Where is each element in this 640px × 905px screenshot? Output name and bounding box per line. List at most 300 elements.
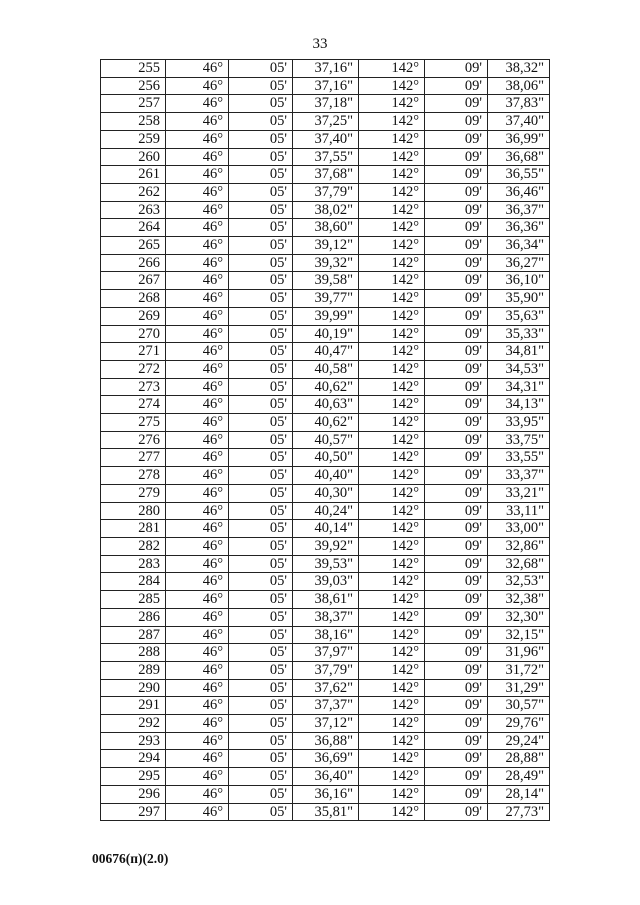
longitude-minutes-cell: 09'	[425, 785, 488, 803]
longitude-degrees-cell: 142°	[359, 254, 425, 272]
longitude-seconds-cell: 32,38"	[488, 591, 550, 609]
latitude-minutes-cell: 05'	[229, 396, 293, 414]
latitude-seconds-cell: 39,03"	[293, 573, 359, 591]
latitude-seconds-cell: 37,40"	[293, 130, 359, 148]
longitude-degrees-cell: 142°	[359, 183, 425, 201]
latitude-seconds-cell: 38,37"	[293, 608, 359, 626]
point-number-cell: 275	[101, 414, 166, 432]
latitude-degrees-cell: 46°	[166, 290, 229, 308]
longitude-seconds-cell: 29,76"	[488, 715, 550, 733]
point-number-cell: 287	[101, 626, 166, 644]
latitude-degrees-cell: 46°	[166, 360, 229, 378]
latitude-minutes-cell: 05'	[229, 77, 293, 95]
longitude-degrees-cell: 142°	[359, 679, 425, 697]
point-number-cell: 272	[101, 360, 166, 378]
longitude-seconds-cell: 32,53"	[488, 573, 550, 591]
latitude-minutes-cell: 05'	[229, 60, 293, 78]
point-number-cell: 294	[101, 750, 166, 768]
table-row	[101, 626, 550, 644]
latitude-degrees-cell: 46°	[166, 661, 229, 679]
latitude-minutes-cell: 05'	[229, 166, 293, 184]
latitude-minutes-cell: 05'	[229, 254, 293, 272]
latitude-degrees-cell: 46°	[166, 60, 229, 78]
point-number-cell: 291	[101, 697, 166, 715]
latitude-seconds-cell: 37,79"	[293, 661, 359, 679]
longitude-degrees-cell: 142°	[359, 803, 425, 821]
longitude-degrees-cell: 142°	[359, 520, 425, 538]
longitude-minutes-cell: 09'	[425, 467, 488, 485]
longitude-degrees-cell: 142°	[359, 396, 425, 414]
point-number-cell: 268	[101, 290, 166, 308]
longitude-minutes-cell: 09'	[425, 644, 488, 662]
coordinates-table-body	[101, 60, 550, 821]
longitude-seconds-cell: 27,73"	[488, 803, 550, 821]
point-number-cell: 269	[101, 307, 166, 325]
latitude-degrees-cell: 46°	[166, 237, 229, 255]
longitude-degrees-cell: 142°	[359, 378, 425, 396]
latitude-degrees-cell: 46°	[166, 449, 229, 467]
latitude-degrees-cell: 46°	[166, 307, 229, 325]
latitude-degrees-cell: 46°	[166, 414, 229, 432]
longitude-degrees-cell: 142°	[359, 608, 425, 626]
point-number-cell: 261	[101, 166, 166, 184]
latitude-seconds-cell: 40,47"	[293, 343, 359, 361]
longitude-degrees-cell: 142°	[359, 113, 425, 131]
table-row	[101, 95, 550, 113]
longitude-seconds-cell: 36,99"	[488, 130, 550, 148]
table-row	[101, 237, 550, 255]
table-row	[101, 396, 550, 414]
latitude-seconds-cell: 37,68"	[293, 166, 359, 184]
latitude-seconds-cell: 40,58"	[293, 360, 359, 378]
longitude-minutes-cell: 09'	[425, 254, 488, 272]
point-number-cell: 270	[101, 325, 166, 343]
longitude-minutes-cell: 09'	[425, 237, 488, 255]
latitude-minutes-cell: 05'	[229, 290, 293, 308]
table-row	[101, 148, 550, 166]
page-number: 33	[312, 36, 328, 52]
longitude-seconds-cell: 32,30"	[488, 608, 550, 626]
latitude-degrees-cell: 46°	[166, 166, 229, 184]
latitude-seconds-cell: 38,61"	[293, 591, 359, 609]
latitude-degrees-cell: 46°	[166, 219, 229, 237]
table-row	[101, 555, 550, 573]
longitude-seconds-cell: 35,33"	[488, 325, 550, 343]
table-row	[101, 573, 550, 591]
latitude-minutes-cell: 05'	[229, 768, 293, 786]
latitude-seconds-cell: 40,57"	[293, 431, 359, 449]
longitude-minutes-cell: 09'	[425, 431, 488, 449]
point-number-cell: 290	[101, 679, 166, 697]
longitude-degrees-cell: 142°	[359, 219, 425, 237]
longitude-degrees-cell: 142°	[359, 644, 425, 662]
latitude-degrees-cell: 46°	[166, 484, 229, 502]
point-number-cell: 280	[101, 502, 166, 520]
latitude-degrees-cell: 46°	[166, 396, 229, 414]
latitude-degrees-cell: 46°	[166, 803, 229, 821]
longitude-seconds-cell: 34,53"	[488, 360, 550, 378]
table-row	[101, 732, 550, 750]
longitude-seconds-cell: 34,81"	[488, 343, 550, 361]
longitude-seconds-cell: 34,31"	[488, 378, 550, 396]
table-row	[101, 679, 550, 697]
latitude-degrees-cell: 46°	[166, 608, 229, 626]
latitude-seconds-cell: 37,16"	[293, 77, 359, 95]
longitude-minutes-cell: 09'	[425, 290, 488, 308]
longitude-degrees-cell: 142°	[359, 732, 425, 750]
point-number-cell: 276	[101, 431, 166, 449]
latitude-seconds-cell: 38,60"	[293, 219, 359, 237]
latitude-minutes-cell: 05'	[229, 414, 293, 432]
latitude-degrees-cell: 46°	[166, 732, 229, 750]
table-row	[101, 360, 550, 378]
longitude-seconds-cell: 33,55"	[488, 449, 550, 467]
table-row	[101, 608, 550, 626]
latitude-seconds-cell: 40,50"	[293, 449, 359, 467]
latitude-minutes-cell: 05'	[229, 520, 293, 538]
longitude-degrees-cell: 142°	[359, 431, 425, 449]
longitude-minutes-cell: 09'	[425, 272, 488, 290]
longitude-seconds-cell: 33,21"	[488, 484, 550, 502]
longitude-minutes-cell: 09'	[425, 520, 488, 538]
latitude-seconds-cell: 40,14"	[293, 520, 359, 538]
longitude-degrees-cell: 142°	[359, 467, 425, 485]
table-row	[101, 414, 550, 432]
longitude-degrees-cell: 142°	[359, 768, 425, 786]
longitude-minutes-cell: 09'	[425, 325, 488, 343]
longitude-minutes-cell: 09'	[425, 697, 488, 715]
point-number-cell: 286	[101, 608, 166, 626]
longitude-minutes-cell: 09'	[425, 183, 488, 201]
table-row	[101, 130, 550, 148]
latitude-minutes-cell: 05'	[229, 626, 293, 644]
longitude-minutes-cell: 09'	[425, 555, 488, 573]
table-row	[101, 502, 550, 520]
longitude-minutes-cell: 09'	[425, 201, 488, 219]
latitude-seconds-cell: 36,88"	[293, 732, 359, 750]
latitude-minutes-cell: 05'	[229, 201, 293, 219]
point-number-cell: 263	[101, 201, 166, 219]
longitude-seconds-cell: 34,13"	[488, 396, 550, 414]
longitude-minutes-cell: 09'	[425, 396, 488, 414]
point-number-cell: 297	[101, 803, 166, 821]
longitude-seconds-cell: 28,14"	[488, 785, 550, 803]
latitude-seconds-cell: 40,30"	[293, 484, 359, 502]
latitude-degrees-cell: 46°	[166, 520, 229, 538]
point-number-cell: 282	[101, 537, 166, 555]
table-row	[101, 520, 550, 538]
longitude-seconds-cell: 33,00"	[488, 520, 550, 538]
latitude-degrees-cell: 46°	[166, 697, 229, 715]
latitude-seconds-cell: 39,92"	[293, 537, 359, 555]
latitude-degrees-cell: 46°	[166, 715, 229, 733]
longitude-seconds-cell: 37,83"	[488, 95, 550, 113]
longitude-minutes-cell: 09'	[425, 573, 488, 591]
latitude-minutes-cell: 05'	[229, 502, 293, 520]
point-number-cell: 262	[101, 183, 166, 201]
longitude-seconds-cell: 38,32"	[488, 60, 550, 78]
table-row	[101, 431, 550, 449]
longitude-seconds-cell: 33,75"	[488, 431, 550, 449]
longitude-minutes-cell: 09'	[425, 608, 488, 626]
longitude-degrees-cell: 142°	[359, 484, 425, 502]
longitude-seconds-cell: 30,57"	[488, 697, 550, 715]
latitude-seconds-cell: 39,58"	[293, 272, 359, 290]
longitude-seconds-cell: 36,68"	[488, 148, 550, 166]
longitude-seconds-cell: 31,96"	[488, 644, 550, 662]
latitude-seconds-cell: 39,99"	[293, 307, 359, 325]
latitude-seconds-cell: 40,19"	[293, 325, 359, 343]
longitude-seconds-cell: 36,37"	[488, 201, 550, 219]
latitude-minutes-cell: 05'	[229, 537, 293, 555]
longitude-degrees-cell: 142°	[359, 272, 425, 290]
longitude-minutes-cell: 09'	[425, 343, 488, 361]
longitude-seconds-cell: 36,46"	[488, 183, 550, 201]
latitude-seconds-cell: 39,32"	[293, 254, 359, 272]
latitude-minutes-cell: 05'	[229, 113, 293, 131]
latitude-degrees-cell: 46°	[166, 626, 229, 644]
latitude-minutes-cell: 05'	[229, 219, 293, 237]
point-number-cell: 259	[101, 130, 166, 148]
latitude-seconds-cell: 40,40"	[293, 467, 359, 485]
table-row	[101, 325, 550, 343]
longitude-degrees-cell: 142°	[359, 750, 425, 768]
latitude-degrees-cell: 46°	[166, 679, 229, 697]
longitude-seconds-cell: 33,11"	[488, 502, 550, 520]
latitude-seconds-cell: 35,81"	[293, 803, 359, 821]
point-number-cell: 278	[101, 467, 166, 485]
point-number-cell: 267	[101, 272, 166, 290]
latitude-seconds-cell: 40,63"	[293, 396, 359, 414]
longitude-seconds-cell: 31,72"	[488, 661, 550, 679]
point-number-cell: 271	[101, 343, 166, 361]
point-number-cell: 255	[101, 60, 166, 78]
longitude-minutes-cell: 09'	[425, 414, 488, 432]
latitude-minutes-cell: 05'	[229, 803, 293, 821]
latitude-degrees-cell: 46°	[166, 537, 229, 555]
longitude-seconds-cell: 37,40"	[488, 113, 550, 131]
longitude-degrees-cell: 142°	[359, 537, 425, 555]
longitude-minutes-cell: 09'	[425, 803, 488, 821]
longitude-degrees-cell: 142°	[359, 237, 425, 255]
longitude-minutes-cell: 09'	[425, 130, 488, 148]
longitude-degrees-cell: 142°	[359, 343, 425, 361]
point-number-cell: 285	[101, 591, 166, 609]
table-row	[101, 803, 550, 821]
point-number-cell: 293	[101, 732, 166, 750]
longitude-minutes-cell: 09'	[425, 378, 488, 396]
latitude-minutes-cell: 05'	[229, 750, 293, 768]
longitude-degrees-cell: 142°	[359, 290, 425, 308]
point-number-cell: 257	[101, 95, 166, 113]
longitude-degrees-cell: 142°	[359, 555, 425, 573]
latitude-seconds-cell: 37,79"	[293, 183, 359, 201]
longitude-minutes-cell: 09'	[425, 502, 488, 520]
latitude-degrees-cell: 46°	[166, 502, 229, 520]
latitude-minutes-cell: 05'	[229, 715, 293, 733]
latitude-degrees-cell: 46°	[166, 785, 229, 803]
longitude-minutes-cell: 09'	[425, 591, 488, 609]
longitude-minutes-cell: 09'	[425, 484, 488, 502]
longitude-minutes-cell: 09'	[425, 732, 488, 750]
point-number-cell: 296	[101, 785, 166, 803]
point-number-cell: 281	[101, 520, 166, 538]
longitude-degrees-cell: 142°	[359, 591, 425, 609]
latitude-degrees-cell: 46°	[166, 113, 229, 131]
longitude-minutes-cell: 09'	[425, 307, 488, 325]
longitude-minutes-cell: 09'	[425, 661, 488, 679]
latitude-seconds-cell: 37,37"	[293, 697, 359, 715]
longitude-seconds-cell: 32,68"	[488, 555, 550, 573]
latitude-seconds-cell: 37,16"	[293, 60, 359, 78]
table-row	[101, 183, 550, 201]
point-number-cell: 292	[101, 715, 166, 733]
table-row	[101, 591, 550, 609]
longitude-degrees-cell: 142°	[359, 360, 425, 378]
point-number-cell: 295	[101, 768, 166, 786]
table-row	[101, 343, 550, 361]
latitude-degrees-cell: 46°	[166, 325, 229, 343]
latitude-degrees-cell: 46°	[166, 591, 229, 609]
table-row	[101, 272, 550, 290]
longitude-seconds-cell: 29,24"	[488, 732, 550, 750]
latitude-degrees-cell: 46°	[166, 183, 229, 201]
latitude-seconds-cell: 39,53"	[293, 555, 359, 573]
longitude-minutes-cell: 09'	[425, 360, 488, 378]
latitude-minutes-cell: 05'	[229, 431, 293, 449]
longitude-degrees-cell: 142°	[359, 148, 425, 166]
longitude-minutes-cell: 09'	[425, 95, 488, 113]
table-row	[101, 537, 550, 555]
table-row	[101, 768, 550, 786]
latitude-degrees-cell: 46°	[166, 750, 229, 768]
longitude-minutes-cell: 09'	[425, 537, 488, 555]
longitude-seconds-cell: 36,34"	[488, 237, 550, 255]
latitude-seconds-cell: 37,55"	[293, 148, 359, 166]
latitude-minutes-cell: 05'	[229, 555, 293, 573]
longitude-degrees-cell: 142°	[359, 166, 425, 184]
latitude-degrees-cell: 46°	[166, 378, 229, 396]
longitude-degrees-cell: 142°	[359, 325, 425, 343]
table-row	[101, 750, 550, 768]
latitude-seconds-cell: 36,40"	[293, 768, 359, 786]
longitude-degrees-cell: 142°	[359, 201, 425, 219]
point-number-cell: 265	[101, 237, 166, 255]
table-row	[101, 166, 550, 184]
latitude-degrees-cell: 46°	[166, 95, 229, 113]
latitude-minutes-cell: 05'	[229, 679, 293, 697]
latitude-minutes-cell: 05'	[229, 785, 293, 803]
table-row	[101, 378, 550, 396]
coordinates-table	[100, 59, 550, 821]
latitude-seconds-cell: 36,16"	[293, 785, 359, 803]
latitude-seconds-cell: 37,62"	[293, 679, 359, 697]
point-number-cell: 277	[101, 449, 166, 467]
longitude-seconds-cell: 36,55"	[488, 166, 550, 184]
latitude-degrees-cell: 46°	[166, 644, 229, 662]
point-number-cell: 273	[101, 378, 166, 396]
latitude-degrees-cell: 46°	[166, 343, 229, 361]
longitude-degrees-cell: 142°	[359, 785, 425, 803]
latitude-seconds-cell: 37,25"	[293, 113, 359, 131]
longitude-seconds-cell: 33,95"	[488, 414, 550, 432]
longitude-minutes-cell: 09'	[425, 113, 488, 131]
point-number-cell: 260	[101, 148, 166, 166]
latitude-minutes-cell: 05'	[229, 272, 293, 290]
point-number-cell: 283	[101, 555, 166, 573]
longitude-degrees-cell: 142°	[359, 95, 425, 113]
latitude-seconds-cell: 40,24"	[293, 502, 359, 520]
latitude-minutes-cell: 05'	[229, 644, 293, 662]
point-number-cell: 256	[101, 77, 166, 95]
latitude-minutes-cell: 05'	[229, 484, 293, 502]
latitude-minutes-cell: 05'	[229, 467, 293, 485]
latitude-minutes-cell: 05'	[229, 573, 293, 591]
longitude-seconds-cell: 38,06"	[488, 77, 550, 95]
longitude-degrees-cell: 142°	[359, 573, 425, 591]
longitude-degrees-cell: 142°	[359, 60, 425, 78]
point-number-cell: 288	[101, 644, 166, 662]
longitude-minutes-cell: 09'	[425, 148, 488, 166]
latitude-degrees-cell: 46°	[166, 272, 229, 290]
latitude-minutes-cell: 05'	[229, 307, 293, 325]
latitude-seconds-cell: 40,62"	[293, 414, 359, 432]
latitude-degrees-cell: 46°	[166, 555, 229, 573]
table-row	[101, 467, 550, 485]
latitude-seconds-cell: 37,97"	[293, 644, 359, 662]
longitude-degrees-cell: 142°	[359, 626, 425, 644]
latitude-seconds-cell: 36,69"	[293, 750, 359, 768]
latitude-seconds-cell: 39,77"	[293, 290, 359, 308]
table-row	[101, 484, 550, 502]
longitude-minutes-cell: 09'	[425, 77, 488, 95]
latitude-minutes-cell: 05'	[229, 732, 293, 750]
latitude-seconds-cell: 39,12"	[293, 237, 359, 255]
latitude-minutes-cell: 05'	[229, 360, 293, 378]
longitude-degrees-cell: 142°	[359, 77, 425, 95]
table-row	[101, 644, 550, 662]
latitude-degrees-cell: 46°	[166, 573, 229, 591]
table-row	[101, 290, 550, 308]
latitude-minutes-cell: 05'	[229, 591, 293, 609]
latitude-minutes-cell: 05'	[229, 148, 293, 166]
longitude-seconds-cell: 32,15"	[488, 626, 550, 644]
table-row	[101, 307, 550, 325]
table-row	[101, 715, 550, 733]
point-number-cell: 274	[101, 396, 166, 414]
longitude-degrees-cell: 142°	[359, 307, 425, 325]
latitude-minutes-cell: 05'	[229, 95, 293, 113]
latitude-minutes-cell: 05'	[229, 661, 293, 679]
latitude-degrees-cell: 46°	[166, 77, 229, 95]
longitude-degrees-cell: 142°	[359, 502, 425, 520]
longitude-degrees-cell: 142°	[359, 414, 425, 432]
point-number-cell: 264	[101, 219, 166, 237]
longitude-degrees-cell: 142°	[359, 661, 425, 679]
point-number-cell: 279	[101, 484, 166, 502]
longitude-seconds-cell: 36,36"	[488, 219, 550, 237]
longitude-seconds-cell: 36,27"	[488, 254, 550, 272]
longitude-seconds-cell: 36,10"	[488, 272, 550, 290]
latitude-seconds-cell: 37,18"	[293, 95, 359, 113]
longitude-seconds-cell: 35,63"	[488, 307, 550, 325]
latitude-minutes-cell: 05'	[229, 130, 293, 148]
longitude-minutes-cell: 09'	[425, 60, 488, 78]
latitude-degrees-cell: 46°	[166, 467, 229, 485]
longitude-minutes-cell: 09'	[425, 715, 488, 733]
longitude-minutes-cell: 09'	[425, 679, 488, 697]
table-row	[101, 60, 550, 78]
